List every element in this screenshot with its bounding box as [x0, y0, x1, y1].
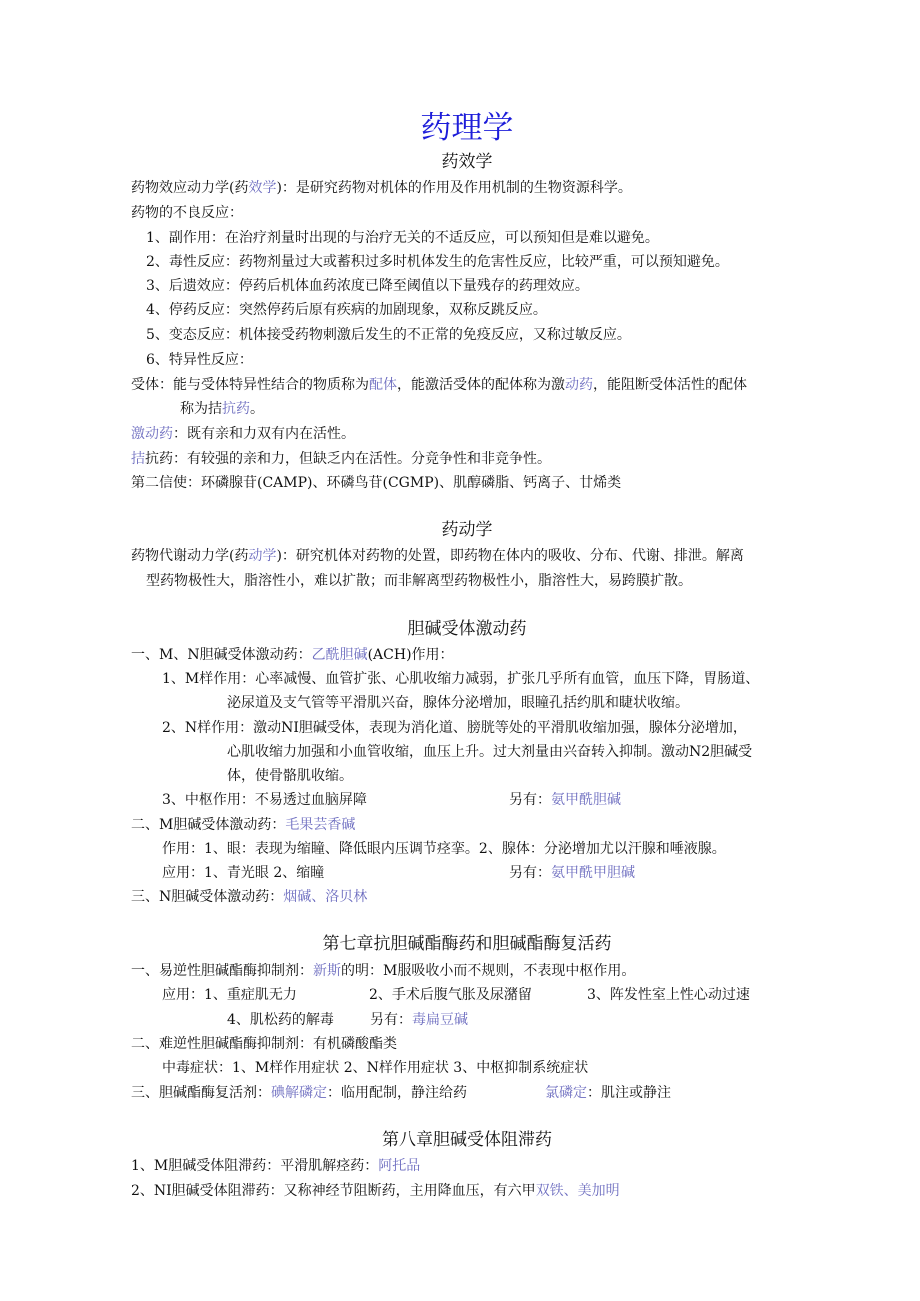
highlight-term: 烟碱、洛贝林 [283, 889, 368, 905]
text: 另有： [370, 1012, 412, 1028]
pharmacokinetics-definition [131, 545, 744, 567]
mn-agonist-line [131, 644, 454, 666]
n-effect-line-cont: 体，使骨骼肌收缩。 [227, 768, 353, 784]
adverse-item: 3、后遗效应：停药后机体血药浓度已降至阈值以下量残存的药理效应。 [146, 278, 589, 294]
adverse-item: 2、毒性反应：药物剂量过大或蓄积过多时机体发生的危害性反应，比较严重，可以预知避免。 [146, 254, 729, 270]
reactivator-line-2 [545, 1082, 671, 1104]
adverse-item: 5、变态反应：机体接受药物刺激后发生的不正常的免疫反应，又称过敏反应。 [146, 327, 631, 343]
receptor-definition [131, 374, 747, 396]
use-item: 4、肌松药的解毒 [227, 1012, 334, 1028]
highlight-term: 阿托品 [378, 1158, 421, 1174]
also-note [509, 862, 635, 884]
highlight-term: 氯磷定 [545, 1085, 587, 1101]
text: (ACH)作用： [367, 647, 454, 663]
highlight-term: 配体 [369, 377, 397, 393]
reactivator-line [131, 1082, 467, 1104]
use-item: 3、阵发性室上性心动过速 [587, 987, 750, 1003]
also-note [509, 789, 621, 811]
m-effect-line: 1、M样作用：心率减慢、血管扩张、心肌收缩力减弱，扩张几乎所有血管，血压下降，胃肠道、 [162, 671, 760, 687]
text: 称为拮 [180, 401, 222, 417]
highlight-term: 双铁、美加明 [535, 1183, 620, 1199]
adverse-item: 1、副作用：在治疗剂量时出现的与治疗无关的不适反应，可以预知但是难以避免。 [146, 230, 659, 246]
m-agonist-line [131, 814, 355, 836]
document-title: 药理学 [420, 110, 514, 146]
m-blocker-line [131, 1155, 420, 1177]
highlight-term: 拮 [131, 451, 145, 467]
text: ，能激活受体的配体称为激 [397, 377, 565, 393]
section-heading-chapter8: 第八章胆碱受体阻滞药 [382, 1130, 552, 1150]
reversible-inhibitor-line [131, 960, 635, 982]
irreversible-inhibitor-line: 二、难逆性胆碱酯酶抑制剂：有机磷酸酯类 [131, 1036, 397, 1052]
highlight-term: 新斯 [313, 963, 341, 979]
n-blocker-line [131, 1180, 620, 1202]
text: 另有： [509, 865, 551, 881]
m-effect-line-cont: 泌尿道及支气管等平滑肌兴奋，腺体分泌增加，眼瞳孔括约肌和睫状收缩。 [227, 695, 689, 711]
text: 三、胆碱酯酶复活剂： [131, 1085, 271, 1101]
pilocarpine-effect: 作用：1、眼：表现为缩瞳、降低眼内压调节痉挛。2、腺体：分泌增加尤以汗腺和唾液腺。 [162, 841, 726, 857]
section-heading-pharmacokinetics: 药动学 [441, 520, 493, 540]
section-heading-cholinergic-agonists: 胆碱受体激动药 [407, 619, 527, 639]
second-messenger: 第二信使：环磷腺苷(CAMP)、环磷鸟苷(CGMP)、肌醇磷脂、钙离子、廿烯类 [131, 475, 622, 491]
text: 一、易逆性胆碱酯酶抑制剂： [131, 963, 313, 979]
text: 另有： [509, 792, 551, 808]
text: 受体 [131, 377, 159, 393]
section-heading-pharmacodynamics: 药效学 [441, 152, 493, 172]
highlight-term: 氨甲酰胆碱 [551, 792, 621, 808]
text: 一、M、N胆碱受体激动药： [131, 647, 312, 663]
text: ，能阻断受体活性的配体 [593, 377, 747, 393]
text: 药物代谢动力学(药 [131, 548, 249, 564]
highlight-term: 毛果芸香碱 [285, 817, 356, 833]
central-effect-line: 3、中枢作用：不易透过血脑屏障 [162, 792, 367, 808]
text: ：既有亲和力双有内在活性。 [173, 426, 355, 442]
highlight-term: 氨甲酰甲胆碱 [551, 865, 635, 881]
text: 药物效应动力学(药 [131, 180, 249, 196]
text: 三、N胆碱受体激动药： [131, 889, 284, 905]
text: )：研究机体对药物的处置，即药物在体内的吸收、分布、代谢、排泄。解离 [276, 548, 744, 564]
adverse-item: 4、停药反应：突然停药后原有疾病的加剧现象，双称反跳反应。 [146, 302, 547, 318]
highlight-term: 碘解磷定 [271, 1085, 327, 1101]
text: ：肌注或静注 [587, 1085, 671, 1101]
use-item: 应用：1、重症肌无力 [162, 987, 297, 1003]
also-note [370, 1009, 468, 1031]
adverse-reactions-title: 药物的不良反应： [131, 205, 243, 221]
use-item: 2、手术后腹气胀及尿潴留 [369, 987, 532, 1003]
n-effect-line: 2、N样作用：激动NI胆碱受体，表现为消化道、膀胱等处的平滑肌收缩加强，腺体分泌增加， [162, 720, 747, 736]
text: 。 [250, 401, 264, 417]
adverse-item: 6、特异性反应： [146, 352, 253, 368]
highlight-term: 效学 [248, 180, 277, 196]
text: 1、M胆碱受体阻滞药：平滑肌解痉药： [131, 1158, 379, 1174]
highlight-term: 动药 [565, 377, 593, 393]
highlight-term: 抗药 [222, 401, 250, 417]
text: 的明：M服吸收小而不规则，不表现中枢作用。 [341, 963, 636, 979]
highlight-term: 毒扁豆碱 [412, 1012, 468, 1028]
text: 2、NI胆碱受体阻滞药：又称神经节阻断药，主用降血压，有六甲 [131, 1183, 536, 1199]
section-heading-chapter7: 第七章抗胆碱酯酶药和胆碱酯酶复活药 [322, 934, 612, 954]
n-agonist-line [131, 886, 367, 908]
antagonist-definition [131, 448, 551, 470]
text: ：能与受体特异性结合的物质称为 [159, 377, 369, 393]
highlight-term: 动学 [248, 548, 277, 564]
n-effect-line-cont: 心肌收缩力加强和小血管收缩，血压上升。过大剂量由兴奋转入抑制。激动N2胆碱受 [227, 744, 753, 760]
text: 抗药：有较强的亲和力，但缺乏内在活性。分竞争性和非竞争性。 [145, 451, 551, 467]
text: 二、M胆碱受体激动药： [131, 817, 286, 833]
pharmacodynamics-definition [131, 177, 632, 199]
text: )：是研究药物对机体的作用及作用机制的生物资源科学。 [276, 180, 632, 196]
highlight-term: 激动药 [131, 426, 173, 442]
pharmacokinetics-definition-cont: 型药物极性大，脂溶性小，难以扩散；而非解离型药物极性小，脂溶性大，易跨膜扩散。 [146, 573, 692, 589]
receptor-definition-cont [180, 398, 264, 420]
agonist-definition [131, 423, 355, 445]
highlight-term: 乙酰胆碱 [311, 647, 368, 663]
text: ：临用配制，静注给药 [327, 1085, 467, 1101]
pilocarpine-use: 应用：1、青光眼 2、缩瞳 [162, 865, 325, 881]
poisoning-symptoms: 中毒症状：1、M样作用症状 2、N样作用症状 3、中枢抑制系统症状 [162, 1060, 589, 1076]
